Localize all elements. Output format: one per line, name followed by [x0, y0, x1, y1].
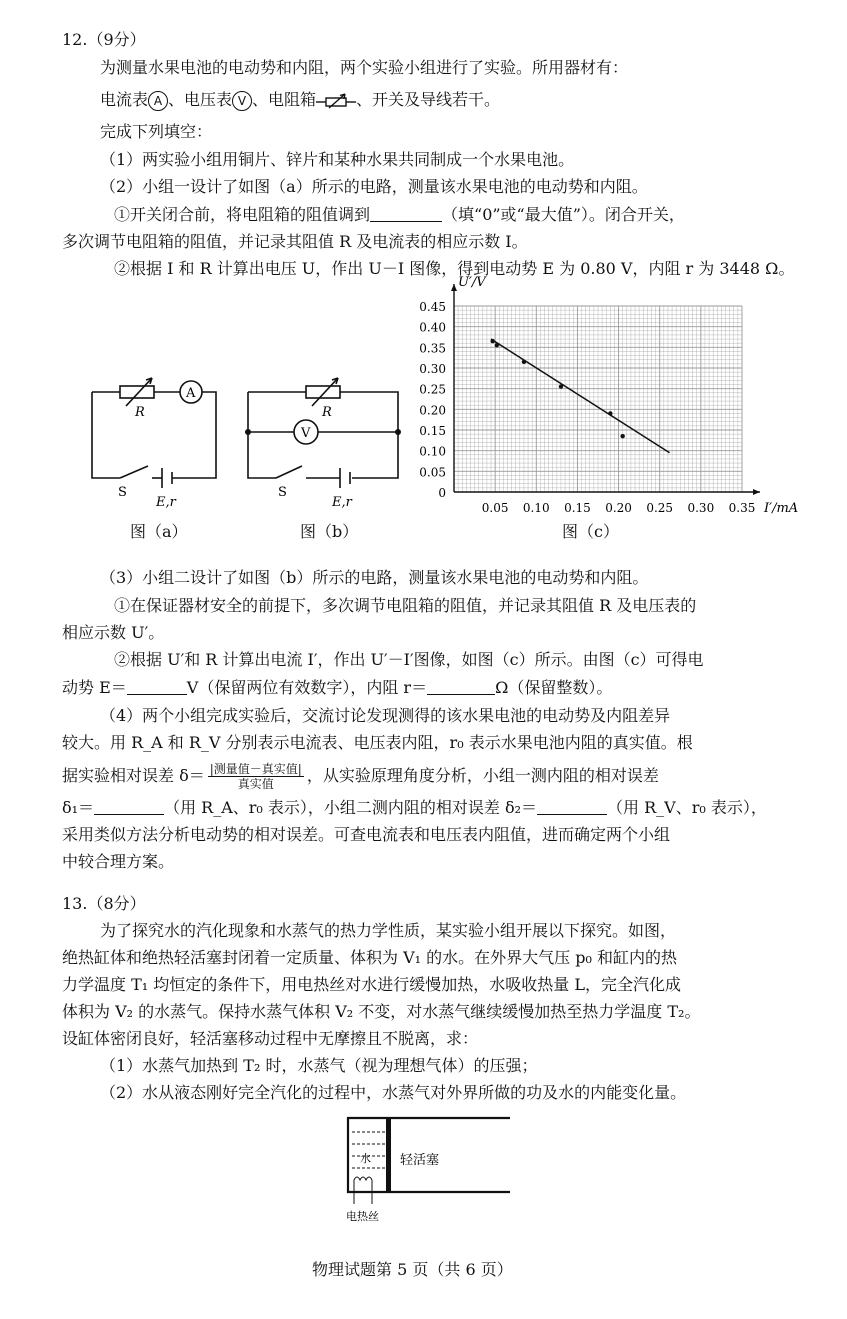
q12-part1: （1）两实验小组用铜片、锌片和某种水果共同制成一个水果电池。 [100, 150, 575, 169]
y-tick-label: 0.45 [419, 300, 446, 314]
q12-part4-delta-text: 据实验相对误差 δ＝ [62, 766, 205, 785]
ammeter-label: A [186, 386, 196, 401]
resistor-label-a: R [135, 405, 145, 420]
q12-part3b-line2 [62, 676, 612, 700]
q12-header: 12.（9分） [62, 30, 146, 49]
figure-b-caption: 图（b） [300, 522, 359, 541]
y-tick-label: 0.35 [419, 341, 446, 356]
q12-part4-line4 [62, 796, 767, 820]
page-footer: 物理试题第 5 页（共 6 页） [312, 1260, 513, 1279]
q12-part3b-emf-text: 动势 E＝ [62, 678, 127, 697]
fit-line [491, 339, 670, 453]
y-tick-label: 0.20 [419, 403, 446, 418]
q12-part3b-line1: ②根据 U′和 R 计算出电流 I′，作出 U′－I′图像，如图（c）所示。由图（c）可得电 [114, 650, 704, 669]
x-tick-label: 0.10 [522, 501, 550, 515]
y-tick-label: 0.40 [419, 320, 446, 335]
q13-line3: 力学温度 T₁ 均恒定的条件下，用电热丝对水进行缓慢加热，水吸收热量 L，完全汽化成 [62, 975, 681, 994]
q12-part4-line2: 较大。用 R_A 和 R_V 分别表示电流表、电压表内阻，r₀ 表示水果电池内阻的真实值。根 [62, 733, 693, 752]
y-tick-label: 0.15 [419, 424, 446, 438]
equipment-resistor-box-text: 、电阻箱 [252, 90, 317, 109]
x-tick-label: 0.20 [605, 501, 632, 515]
q13-line1: 为了探究水的汽化现象和水蒸气的热力学性质，某实验小组开展以下探究。如图， [100, 921, 677, 940]
switch-label-b: S [278, 485, 287, 500]
y-axis-arrow [451, 284, 457, 291]
voltmeter-symbol: V [232, 91, 252, 111]
q12-part4-line6: 中较合理方案。 [62, 852, 175, 871]
q12-part3a-line1: ①在保证器材安全的前提下，多次调节电阻箱的阻值，并记录其阻值 R 及电压表的 [114, 596, 697, 615]
cylinder-figure [340, 1112, 540, 1227]
data-point [522, 360, 526, 364]
fraction-denominator: 真实值 [237, 777, 274, 791]
q13-line2: 绝热缸体和绝热轻活塞封闭着一定质量、体积为 V₁ 的水。在外界大气压 p₀ 和缸内的热 [62, 948, 677, 967]
equipment-switch-text: 、开关及导线若干。 [356, 90, 501, 109]
battery-label-b: E,r [332, 495, 352, 510]
relative-error-fraction [208, 762, 304, 791]
q12-part3b-unit-text: Ω（保留整数）。 [495, 678, 613, 697]
equipment-voltmeter-text: 、电压表 [168, 90, 233, 109]
data-point [559, 384, 563, 388]
data-point [495, 343, 499, 347]
answer-blank-delta2[interactable] [537, 798, 607, 815]
q13-part2: （2）水从液态刚好完全汽化的过程中，水蒸气对外界所做的功及水的内能变化量。 [100, 1083, 687, 1102]
delta1-label: δ₁＝ [62, 798, 95, 817]
q12-part2a-line1 [114, 203, 685, 227]
answer-blank-delta1[interactable] [94, 798, 164, 815]
q12-part4-text3b: ，从实验原理角度分析，小组一测内阻的相对误差 [306, 766, 659, 785]
delta2-text: （用 R_A、r₀ 表示），小组二测内阻的相对误差 δ₂＝ [164, 798, 538, 817]
figure-c-caption: 图（c） [562, 522, 619, 541]
y-tick-label: 0.05 [419, 465, 446, 480]
ammeter-symbol: A [148, 91, 168, 111]
x-tick-label: 0.25 [646, 501, 674, 515]
q12-part2a-line2: 多次调节电阻箱的阻值，并记录其阻值 R 及电流表的相应示数 I。 [62, 232, 528, 251]
q12-part4-line1: （4）两个小组完成实验后，交流讨论发现测得的该水果电池的电动势及内阻差异 [100, 706, 671, 725]
heater-label: 电热丝 [346, 1210, 379, 1223]
resistor-label-b: R [322, 405, 332, 420]
y-tick-label: 0.30 [419, 362, 446, 376]
piston-label: 轻活塞 [400, 1153, 440, 1168]
switch-label-a: S [118, 485, 127, 500]
voltmeter-label: V [301, 426, 311, 441]
x-tick-label: 0.05 [481, 501, 509, 515]
q13-header: 13.（8分） [62, 894, 146, 913]
q13-line4: 体积为 V₂ 的水蒸气。保持水蒸气体积 V₂ 不变，对水蒸气继续缓慢加热至热力学温度 T₂。 [62, 1002, 701, 1021]
q12-part4-line3 [62, 762, 659, 791]
q12-part3a-line2: 相应示数 U′。 [62, 623, 165, 642]
delta2-suffix: （用 R_V、r₀ 表示）， [607, 798, 767, 817]
x-axis-label: I′/mA [764, 501, 799, 516]
q12-part3b-r-text: V（保留两位有效数字），内阻 r＝ [186, 678, 428, 697]
resistor-box-icon [316, 92, 356, 110]
q12-part2a-text: ①开关闭合前，将电阻箱的阻值调到 [114, 205, 371, 224]
x-tick-label: 0.15 [564, 501, 591, 515]
circuit-figure-b [236, 372, 411, 512]
q12-part2b: ②根据 I 和 R 计算出电压 U，作出 U－I 图像，得到电动势 E 为 0.80 V，内阻 r 为 3448 Ω。 [114, 259, 795, 278]
water-label: 水 [360, 1152, 371, 1165]
fraction-numerator: |测量值－真实值| [209, 762, 302, 776]
data-point [608, 411, 612, 415]
y-axis-label: U′/V [458, 275, 486, 290]
y-tick-label: 0 [438, 486, 446, 500]
q13-line5: 设缸体密闭良好，轻活塞移动过程中无摩擦且不脱离，求： [62, 1029, 479, 1048]
q12-part3: （3）小组二设计了如图（b）所示的电路，测量该水果电池的电动势和内阻。 [100, 568, 649, 587]
equipment-ammeter-text: 电流表 [100, 90, 149, 109]
x-tick-label: 0.35 [728, 501, 756, 515]
x-axis-arrow [753, 489, 760, 495]
data-point [490, 339, 494, 343]
ui-graph-chart [412, 270, 799, 518]
q12-fill-prompt: 完成下列填空： [100, 122, 213, 141]
data-point [620, 434, 624, 438]
q12-part2: （2）小组一设计了如图（a）所示的电路，测量该水果电池的电动势和内阻。 [100, 177, 648, 196]
q13-part1: （1）水蒸气加热到 T₂ 时，水蒸气（视为理想气体）的压强； [100, 1056, 538, 1075]
answer-blank-emf[interactable] [127, 678, 187, 695]
answer-blank-2a[interactable] [370, 205, 442, 222]
y-tick-label: 0.10 [419, 444, 446, 459]
answer-blank-r[interactable] [427, 678, 495, 695]
y-tick-label: 0.25 [419, 382, 446, 397]
q12-equipment [100, 88, 500, 112]
circuit-figure-a [80, 372, 230, 512]
battery-label-a: E,r [156, 495, 176, 510]
q12-intro: 为测量水果电池的电动势和内阻，两个实验小组进行了实验。所用器材有： [100, 58, 629, 77]
figure-a-caption: 图（a） [130, 522, 188, 541]
q12-part4-line5: 采用类似方法分析电动势的相对误差。可查电流表和电压表内阻值，进而确定两个小组 [62, 825, 671, 844]
q12-part2a-text2: （填“0”或“最大值”）。闭合开关， [442, 205, 685, 224]
x-tick-label: 0.30 [687, 501, 715, 515]
